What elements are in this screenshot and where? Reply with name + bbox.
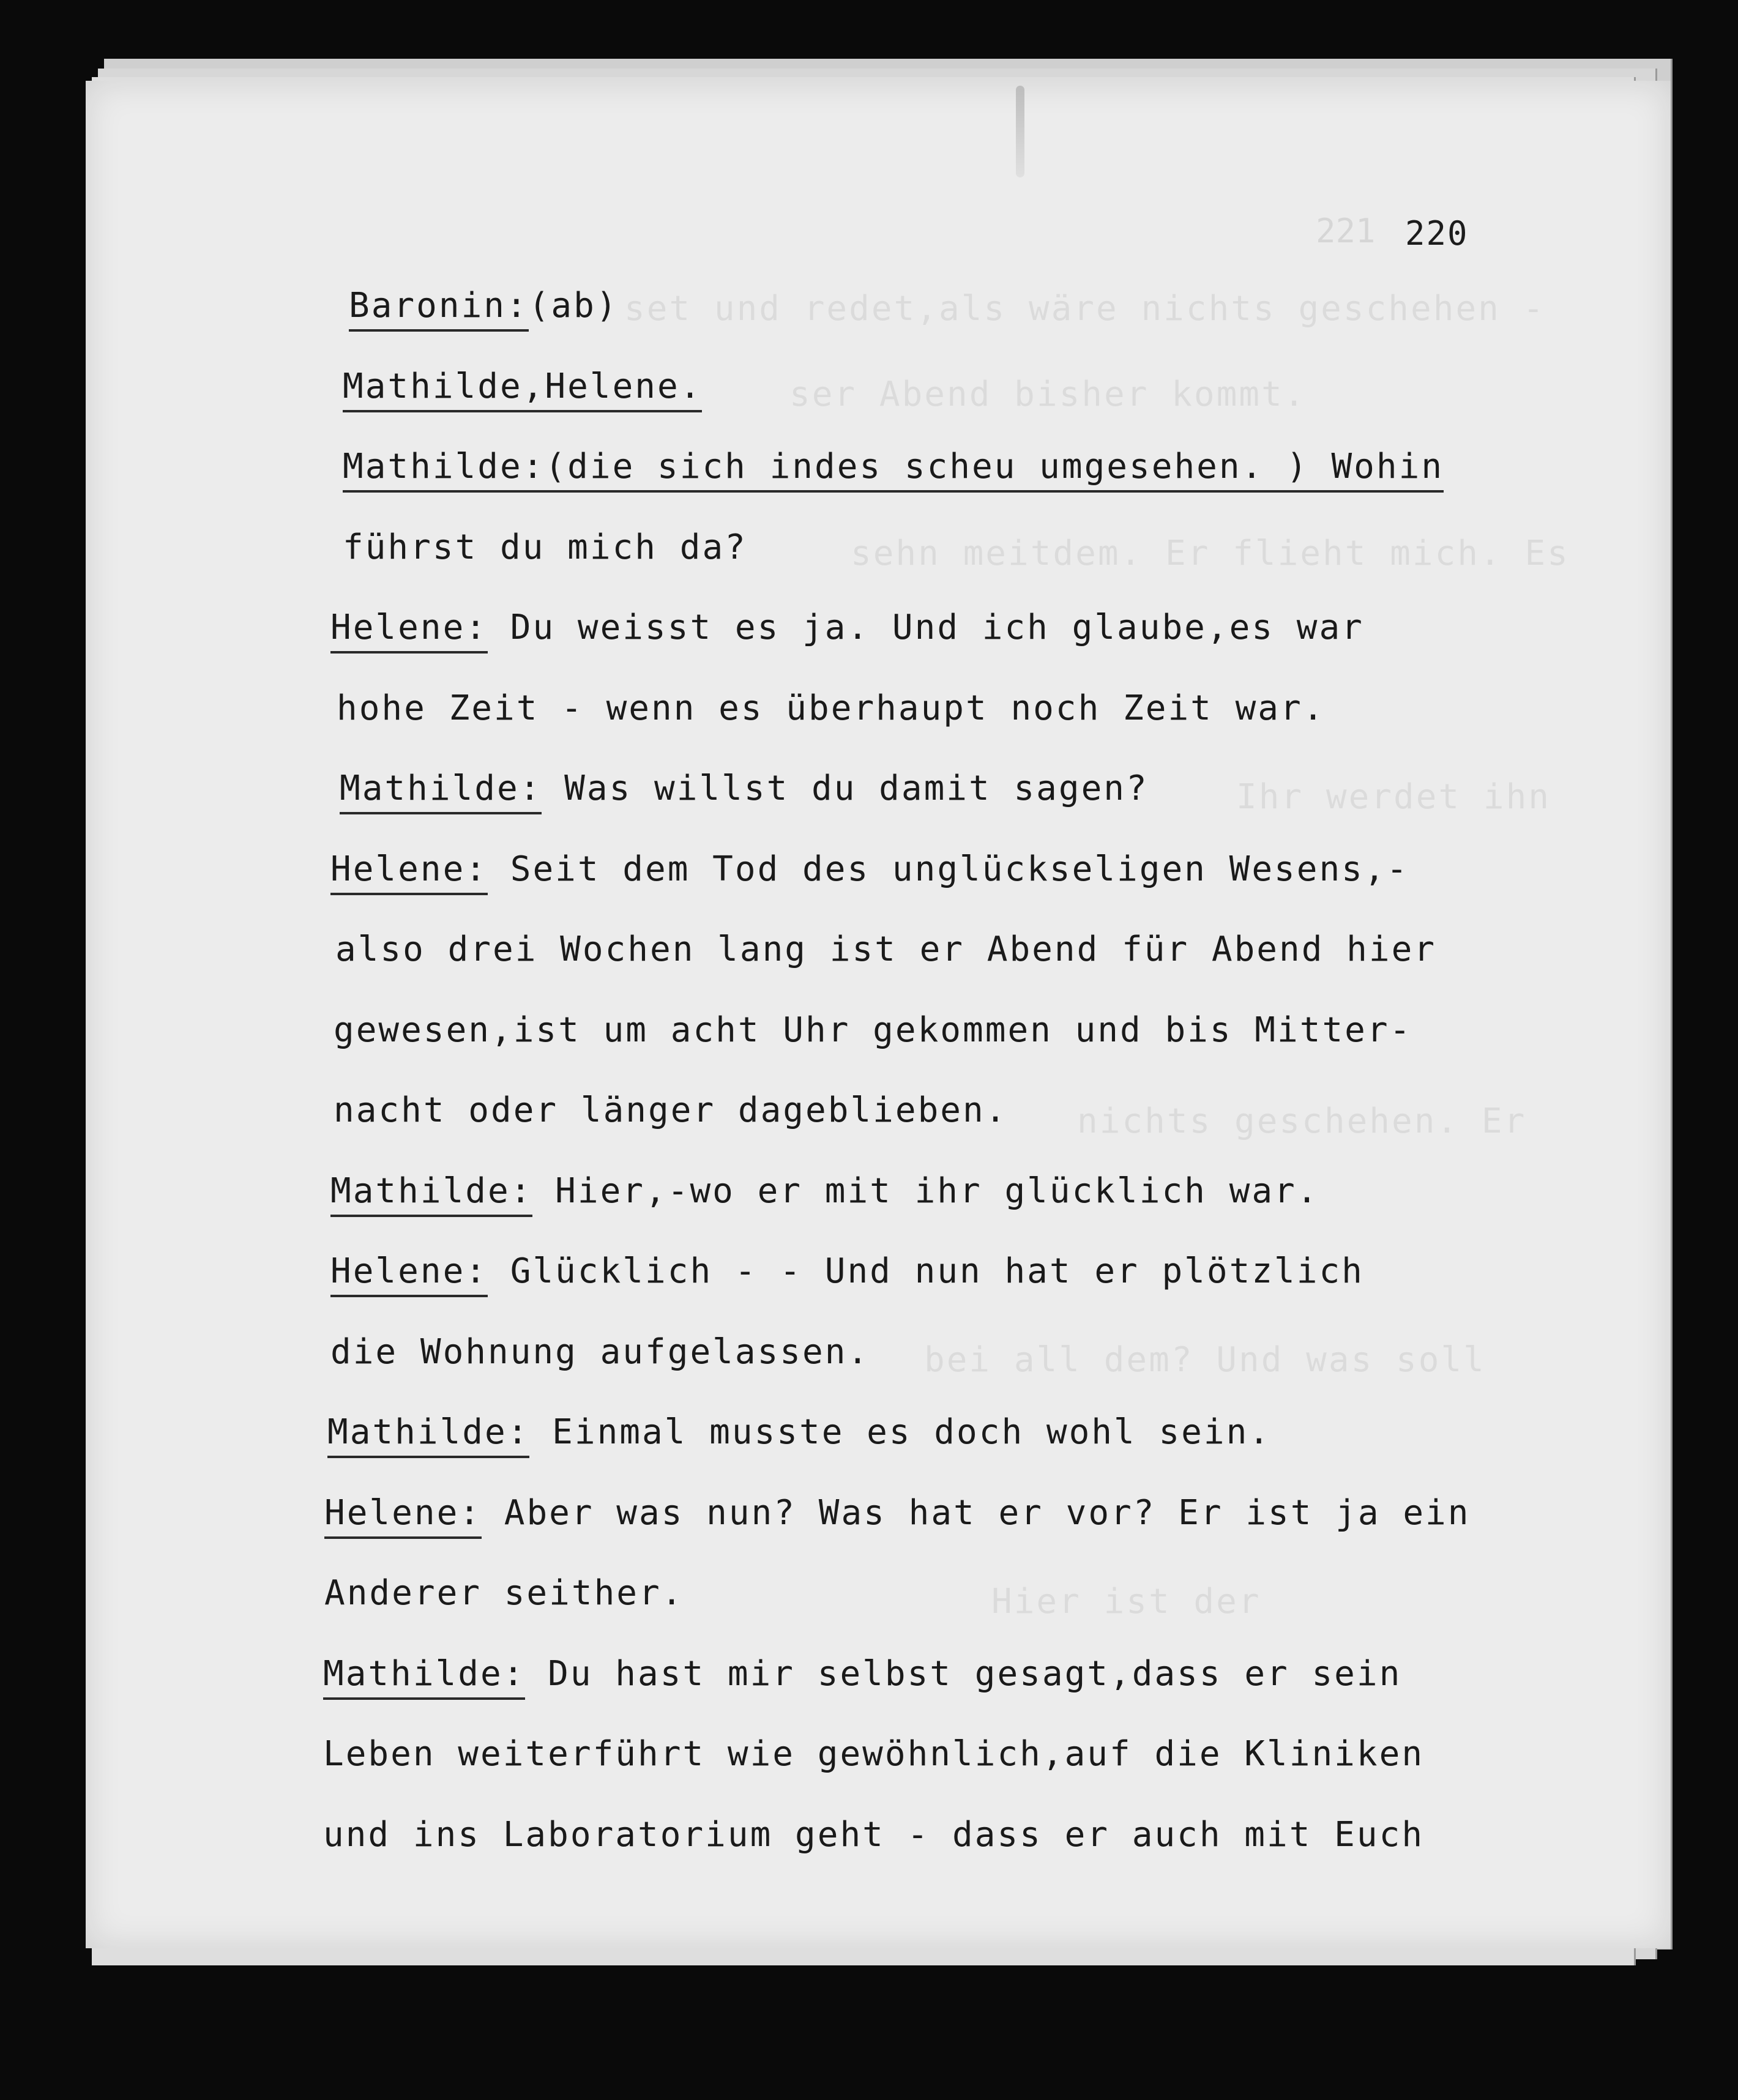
text-line (335, 929, 1437, 969)
bleed-through-text: ser Abend bisher kommt. (789, 374, 1307, 414)
speaker-name: Mathilde: (330, 1171, 532, 1217)
bleed-through-text: nichts geschehen. Er (1077, 1101, 1527, 1141)
line-text: Hier,-wo er mit ihr glücklich war. (532, 1171, 1319, 1211)
line-text: führst du mich da? (343, 527, 747, 567)
ghost-page-number: 221 (1316, 212, 1376, 250)
text-line (330, 1331, 870, 1372)
bleed-through-text: bei all dem? Und was soll (924, 1340, 1486, 1380)
line-text: hohe Zeit - wenn es überhaupt noch Zeit war. (337, 688, 1326, 728)
text-line (327, 1412, 1272, 1452)
line-text: Seit dem Tod des unglückseligen Wesens,- (488, 849, 1409, 889)
text-line (349, 286, 619, 326)
line-text: Leben weiterführt wie gewöhnlich,auf die Kliniken (323, 1734, 1425, 1774)
speaker-name: Baronin: (349, 286, 529, 332)
line-text: Glücklich - - Und nun hat er plötzlich (488, 1251, 1364, 1291)
speaker-name: Mathilde,Helene. (343, 367, 702, 412)
text-line (330, 608, 1364, 647)
text-line (334, 1010, 1412, 1050)
text-line (337, 688, 1326, 728)
text-line (343, 527, 747, 567)
line-text: und ins Laboratorium geht - dass er auch mit Euch (323, 1814, 1425, 1855)
text-line (323, 1734, 1425, 1774)
page-number: 220 (1405, 214, 1469, 253)
text-line (324, 1492, 1471, 1533)
speaker-name: Helene: (330, 849, 488, 895)
speaker-name: Helene: (330, 608, 488, 653)
text-line (323, 1814, 1425, 1855)
text-line (330, 849, 1409, 889)
line-text: Anderer seither. (324, 1573, 684, 1613)
text-line (330, 1171, 1319, 1211)
speaker-name: Helene: (324, 1493, 482, 1539)
bleed-through-text: Ihr werdet ihn (1236, 777, 1551, 817)
line-text: Einmal musste es doch wohl sein. (529, 1412, 1272, 1452)
text-line (334, 1090, 1008, 1130)
speaker-name: Mathilde: (343, 447, 545, 493)
line-text: nacht oder länger dageblieben. (334, 1090, 1008, 1130)
line-text: die Wohnung aufgelassen. (330, 1331, 870, 1372)
line-text: gewesen,ist um acht Uhr gekommen und bis Mitter- (334, 1010, 1412, 1050)
text-line (323, 1653, 1402, 1694)
speaker-name: Mathilde: (340, 769, 542, 814)
text-line (343, 447, 1444, 486)
line-text: Aber was nun? Was hat er vor? Er ist ja ein (482, 1492, 1471, 1533)
speaker-name: Helene: (330, 1251, 488, 1297)
line-text: (ab) (528, 286, 619, 326)
bleed-through-text: sehn meitdem. Er flieht mich. Es (851, 534, 1570, 573)
speaker-name: Mathilde: (323, 1654, 525, 1700)
speaker-name: Mathilde: (327, 1412, 529, 1458)
line-text: also drei Wochen lang ist er Abend für Abend hier (335, 929, 1437, 969)
text-line (324, 1573, 684, 1613)
line-text: Du weisst es ja. Und ich glaube,es war (488, 608, 1364, 647)
text-line (343, 366, 703, 406)
line-text: Was willst du damit sagen? (542, 769, 1149, 808)
bleed-through-text: set und redet,als wäre nichts geschehen - (624, 289, 1546, 329)
line-text: Du hast mir selbst gesagt,dass er sein (525, 1653, 1402, 1694)
line-text: (die sich indes scheu umgesehen. ) Wohin (545, 447, 1444, 493)
text-line (330, 1251, 1364, 1291)
bleed-through-text: Hier ist der (991, 1582, 1261, 1622)
text-line (340, 769, 1149, 808)
